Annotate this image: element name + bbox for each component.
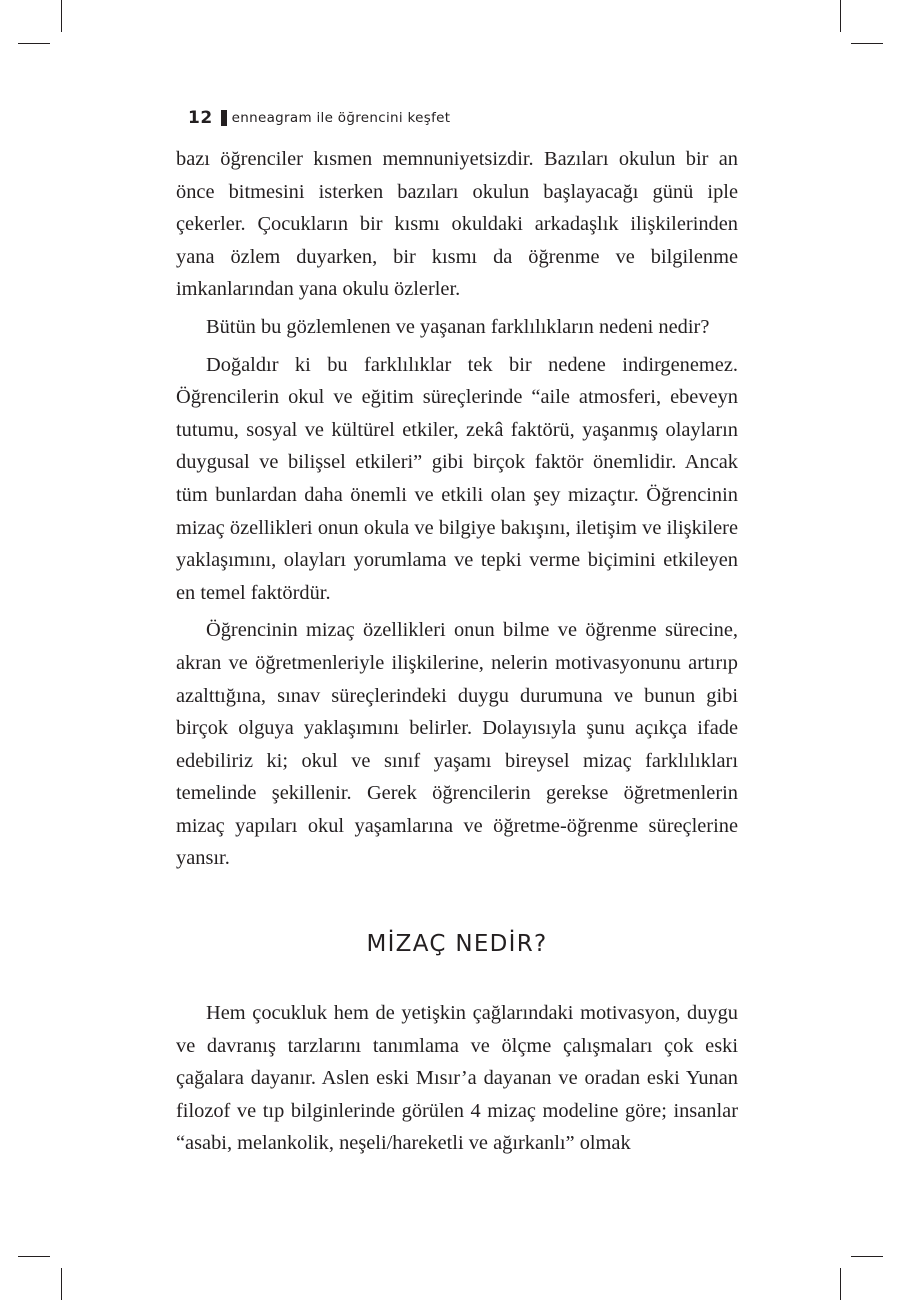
running-head-title: enneagram ile öğrencini keşfet: [231, 110, 451, 126]
paragraph: bazı öğrenciler kısmen memnuniyetsizdir. Bazıları okulun bir an önce bitmesini isterken bazıları okulun başlayacağı günü iple çekerler. Çocukların bir kısmı okuldaki arkadaşlık ilişkilerinden yana özlem duyarken, bir kısmı da öğrenme ve bilgilenme imkanlarından yana okulu özlerler.: [176, 148, 738, 301]
page-number: 12: [188, 108, 213, 128]
crop-mark-bottom-right: [840, 1268, 841, 1300]
paragraph: Öğrencinin mizaç özellikleri onun bilme ve öğrenme sürecine, akran ve öğretmenleriyle ilişkilerine, nelerin motivasyonunu artırıp azalttığına, sınav süreçlerindeki duygu durumuna ve bunun gibi birçok olguya yaklaşımını belirler. Dolayısıyla şunu açıkça ifade edebiliriz ki; okul ve sınıf yaşamı bireysel mizaç farklılıkları temelinde şekillenir. Gerek öğrencilerin gerekse öğretmenlerin mizaç yapıları okul yaşamlarına ve öğretme-öğrenme süreçlerine yansır.: [176, 619, 738, 870]
crop-mark-top-right: [851, 43, 883, 44]
running-head: [188, 107, 450, 129]
crop-mark-top-right: [840, 0, 841, 32]
crop-mark-bottom-left: [18, 1256, 50, 1257]
paragraph: Doğaldır ki bu farklılıklar tek bir nedene indirgenemez. Öğrencilerin okul ve eğitim süreçlerinde “aile atmosferi, ebeveyn tutumu, sosyal ve kültürel etkiler, zekâ faktörü, yaşanmış olayların duygusal ve bilişsel etkileri” gibi birçok faktör önemlidir. Ancak tüm bunlardan daha önemli ve etkili olan şey mizaçtır. Öğrencinin mizaç özellikleri onun okula ve bilgiye bakışını, iletişim ve ilişkilere yaklaşımını, olayları yorumlama ve tepki verme biçimini etkileyen en temel faktördür.: [176, 353, 738, 604]
crop-mark-top-left: [61, 0, 62, 32]
body-text-after-heading: [176, 997, 738, 1165]
crop-mark-bottom-left: [61, 1268, 62, 1300]
section-heading: MİZAÇ NEDİR?: [366, 931, 548, 957]
running-head-bar: [221, 110, 227, 126]
crop-mark-top-left: [18, 43, 50, 44]
paragraph: Hem çocukluk hem de yetişkin çağlarındaki motivasyon, duygu ve davranış tarzlarını tanımlama ve ölçme çalışmaları çok eski çağalara dayanır. Aslen eski Mısır’a dayanan ve oradan eski Yunan filozof ve tıp bilginlerinde görülen 4 mizaç modeline göre; insanlar “asabi, melankolik, neşeli/hareketli ve ağırkanlı” olmak: [176, 1002, 738, 1155]
body-text-before-heading: [176, 143, 738, 880]
crop-mark-bottom-right: [851, 1256, 883, 1257]
paragraph: Bütün bu gözlemlenen ve yaşanan farklılıkların nedeni nedir?: [206, 315, 710, 338]
